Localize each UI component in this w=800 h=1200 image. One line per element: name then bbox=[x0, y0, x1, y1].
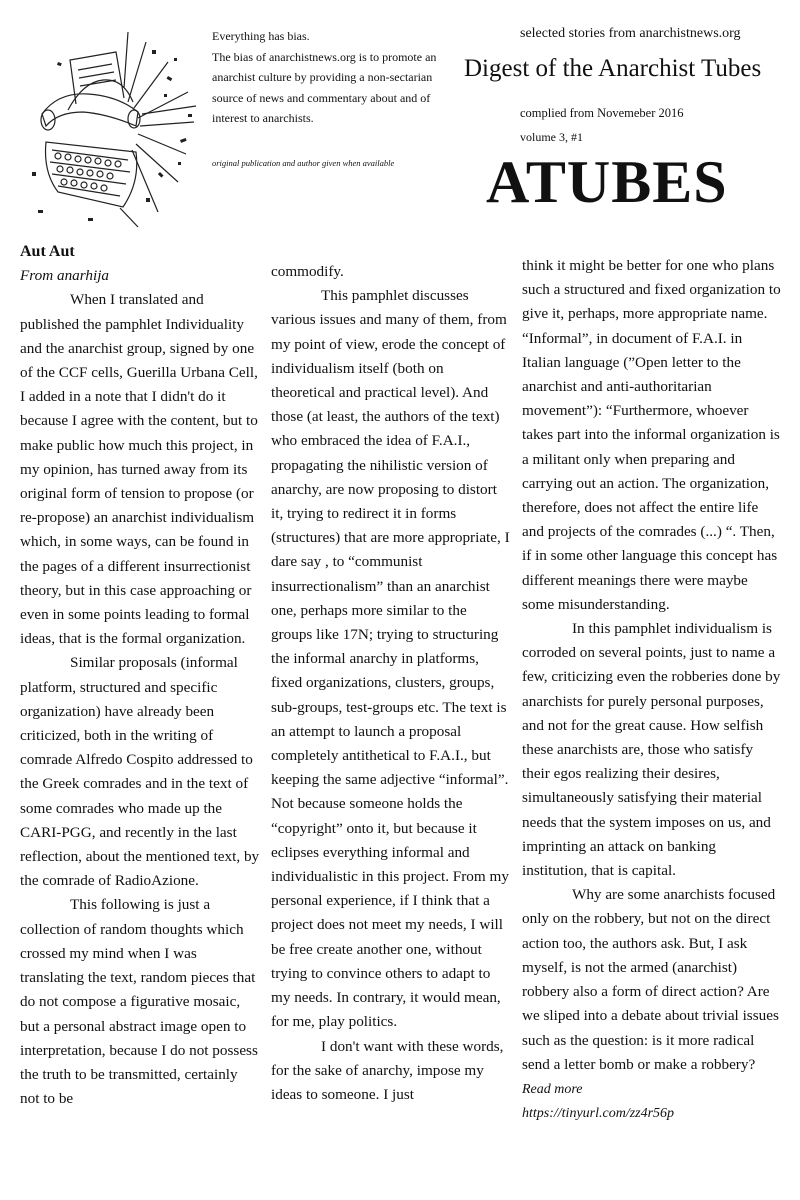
article-column-3 bbox=[522, 254, 782, 1126]
paragraph: In this pamphlet individualism is corroded on several points, just to name a few, criticizing even the robberies done by anarchists for purely personal purposes, and not for the great cause. How selfish these anarchists are, those who satisfy their egos realizing their desires, simultaneously satisfying their material needs that the system imposes on us, and imprinting an attack on banking institution, that is capital. bbox=[522, 620, 781, 880]
digest-title: Digest of the Anarchist Tubes bbox=[464, 55, 762, 82]
volume-number: volume 3, #1 bbox=[520, 130, 583, 144]
article-title: Aut Aut bbox=[20, 243, 75, 260]
paragraph: When I translated and published the pamphlet Individuality and the anarchist group, signed by one of the CCF cells, Guerilla Urbana Cell, I added in a note that I didn't do it because I agree with the content, but to make public how much this project, in my opinion, has turned away from its original form of tension to propose (or re-propose) an anarchist individualism which, in some ways, can be found in the pages of a different insurrectionist theory, but in this case approaching or even in some points leading to formal ideas, that is the formal organization. bbox=[20, 291, 258, 648]
paragraph bbox=[522, 883, 782, 1102]
paragraph: This following is just a collection of random thoughts which crossed my mind when I was translating the text, random pieces that do not compose a figurative mosaic, but a personal abstract image open to interpretation, because I do not possess the truth to be transmitted, certainly not to be bbox=[20, 896, 258, 1108]
selected-stories-line: selected stories from anarchistnews.org bbox=[520, 26, 741, 41]
paragraph: This pamphlet discusses various issues and many of them, from my point of view, erode the concept of individualism itself (both on theoretical and practical level). And those (at least, the authors of the text) who embraced the idea of F.A.I., propagating the nihilistic version of anarchy, are now proposing to distort it, trying to redirect it in forms (structures) that are more appropriate, I dare say , to “communist insurrectionalism” than an anarchist one, perhaps more similar to the groups like 17N; trying to structuring the informal anarchy in platforms, fixed organizations, clusters, groups, sub-groups, test-groups etc. The text is an attempt to launch a proposal completely antithetical to F.A.I., but keeping the same adjective “informal”. Not because someone holds the “copyright” onto it, but because it eclipses everything informal and individualistic in this project. From my personal experience, if I think that a project does not meet my needs, I will be free create another one, without trying to convince others to adapt to my needs. In contrary, it would mean, for me, play politics. bbox=[271, 287, 510, 1031]
paragraph: commodify. bbox=[271, 263, 344, 280]
exploding-typewriter-icon bbox=[28, 22, 198, 232]
paragraph: Similar proposals (informal platform, structured and specific organization) have already been criticized, both in the writing of comrade Alfredo Cospito addressed to the Greek comrades and in the text of some comrades who made up the CARI-PGG, and recently in the last reflection, about the mentioned text, by the comrade of RadioAzione. bbox=[20, 654, 260, 890]
source-note: original publication and author given when available bbox=[212, 158, 395, 168]
compiled-date: complied from Novemeber 2016 bbox=[520, 106, 684, 120]
article-column-1 bbox=[20, 240, 260, 1111]
masthead-title: ATUBES bbox=[486, 149, 728, 215]
bias-statement bbox=[212, 26, 457, 129]
paragraph: I don't want with these words, for the sake of anarchy, impose my ideas to someone. I just bbox=[271, 1037, 504, 1103]
article-url-link[interactable]: https://tinyurl.com/zz4r56p bbox=[522, 1106, 675, 1122]
article-source: From anarhija bbox=[20, 267, 110, 285]
read-more-link[interactable]: Read more bbox=[522, 1081, 583, 1097]
bias-line-2: The bias of anarchistnews.org is to promote an anarchist culture by providing a non-sectarian source of news and commentary about and of interest to anarchists. bbox=[212, 49, 437, 125]
paragraph: think it might be better for one who plans such a structured and fixed organization to give it, perhaps, more appropriate name. “Informal”, in document of F.A.I. in Italian language (”Open letter to the anarchist and anti-authoritarian movement”): “Furthermore, whoever takes part into the informal organization is a militant only when preparing and carrying out an action. The organization, therefore, does not affect the entire life and projects of the comrades (...) “. Then, if in some other language this concept has different meanings there were maybe some misunderstanding. bbox=[522, 257, 781, 613]
bias-line-1: Everything has bias. bbox=[212, 29, 310, 43]
paragraph-text: Why are some anarchists focused only on the robbery, but not on the direct action too, the authors ask. But, I ask myself, is not the armed (anarchist) robbery also a form of direct action? Are we sliped into a debate about trivial issues such as the question: is it more radical send a letter bomb or make a robbery? bbox=[522, 886, 779, 1073]
article-column-2 bbox=[271, 260, 511, 1107]
